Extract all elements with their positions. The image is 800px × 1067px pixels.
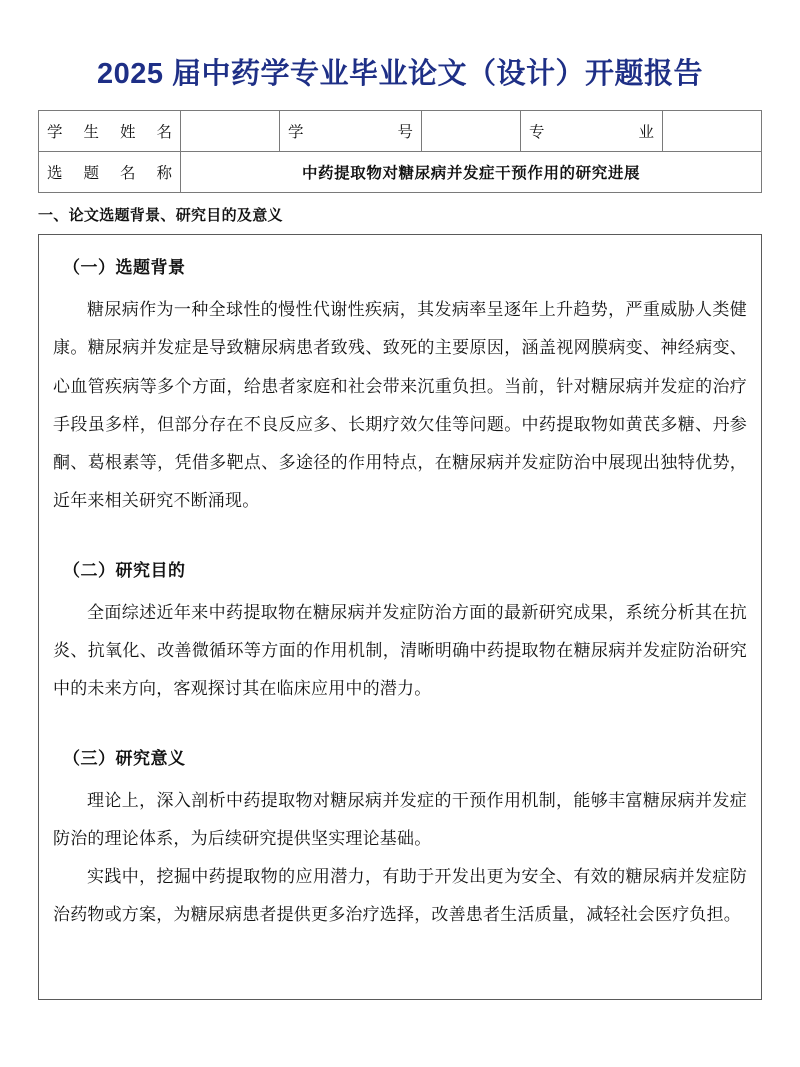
subsection-heading-purpose: （二）研究目的 [63, 560, 186, 580]
subsection-heading-significance: （三）研究意义 [63, 749, 186, 769]
label-major: 专业 [521, 111, 663, 152]
paragraph-significance-practice: 实践中，挖掘中药提取物的应用潜力，有助于开发出更为安全、有效的糖尿病并发症防治药物或方案，为糖尿病患者提供更多治疗选择，改善患者生活质量，减轻社会医疗负担。 [53, 867, 747, 925]
page-title: 2025 届中药学专业毕业论文（设计）开题报告 [96, 58, 704, 90]
paragraph-significance-theory: 理论上，深入剖析中药提取物对糖尿病并发症的干预作用机制，能够丰富糖尿病并发症防治的理论体系，为后续研究提供坚实理论基础。 [53, 791, 747, 849]
field-student-id[interactable] [422, 111, 521, 152]
student-info-table [38, 110, 762, 193]
label-student-id: 学号 [280, 111, 422, 152]
field-major[interactable] [663, 111, 762, 152]
table-row [39, 111, 762, 152]
field-topic-name[interactable]: 中药提取物对糖尿病并发症干预作用的研究进展 [181, 152, 762, 193]
subsection-heading-background: （一）选题背景 [63, 258, 186, 278]
paragraph-background: 糖尿病作为一种全球性的慢性代谢性疾病，其发病率呈逐年上升趋势，严重威胁人类健康。糖尿病并发症是导致糖尿病患者致残、致死的主要原因，涵盖视网膜病变、神经病变、心血管疾病等多个方面，给患者家庭和社会带来沉重负担。当前，针对糖尿病并发症的治疗手段虽多样，但部分存在不良反应多、长期疗效欠佳等问题。中药提取物如黄芪多糖、丹参酮、葛根素等，凭借多靶点、多途径的作用特点，在糖尿病并发症防治中展现出独特优势，近年来相关研究不断涌现。 [53, 300, 747, 510]
table-row [39, 152, 762, 193]
section-heading-1: 一、论文选题背景、研究目的及意义 [38, 207, 283, 225]
label-topic-name: 选题名称 [39, 152, 181, 193]
section-content-box [38, 234, 762, 1000]
label-student-name: 学生姓名 [39, 111, 181, 152]
paragraph-purpose: 全面综述近年来中药提取物在糖尿病并发症防治方面的最新研究成果，系统分析其在抗炎、抗氧化、改善微循环等方面的作用机制，清晰明确中药提取物在糖尿病并发症防治研究中的未来方向，客观探讨其在临床应用中的潜力。 [53, 602, 747, 698]
field-student-name[interactable] [181, 111, 280, 152]
